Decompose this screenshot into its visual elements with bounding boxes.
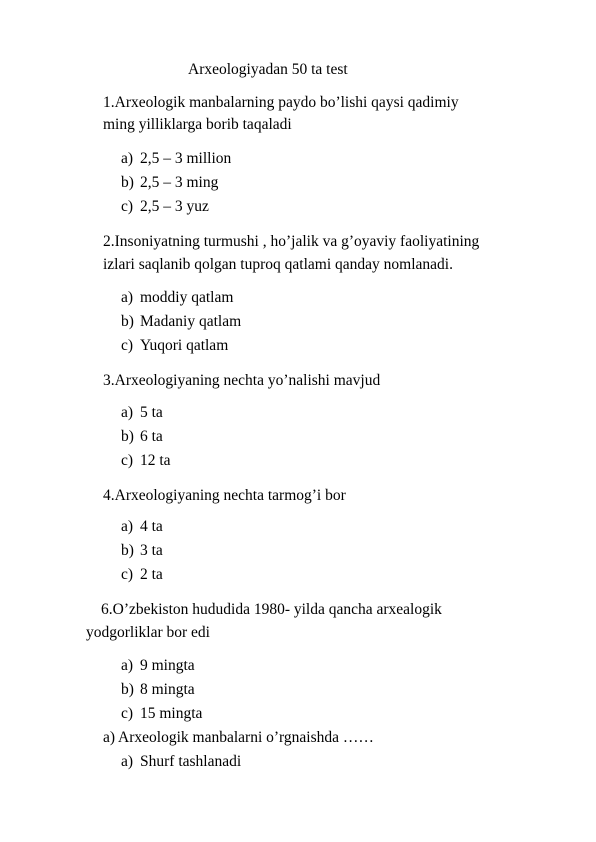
option-text: 3 ta (140, 542, 163, 559)
question-4-option-a (121, 517, 163, 537)
question-2-option-a (121, 288, 233, 308)
option-letter: c) (121, 452, 134, 469)
question-6-line-1: 6.O’zbekiston hududida 1980- yilda qancha arxealogik (101, 601, 442, 618)
option-text: 5 ta (140, 404, 163, 421)
option-text: 9 mingta (140, 657, 195, 674)
question-3-option-c (121, 451, 171, 471)
option-letter: b) (121, 681, 134, 698)
option-letter: b) (121, 428, 134, 445)
option-text: 15 mingta (140, 705, 203, 722)
question-2-line-1: 2.Insoniyatning turmushi , ho’jalik va g’oyaviy faoliyatining (103, 233, 480, 250)
question-2-option-c (121, 336, 228, 356)
option-letter: b) (121, 542, 134, 559)
option-text: 2,5 – 3 ming (140, 174, 219, 191)
option-letter: c) (121, 566, 134, 583)
option-letter: b) (121, 174, 134, 191)
question-6-line-2: yodgorliklar bor edi (86, 624, 210, 641)
option-text: Madaniy qatlam (140, 313, 242, 330)
option-text: moddiy qatlam (140, 289, 234, 306)
question-2-line-2: izlari saqlanib qolgan tuproq qatlami qanday nomlanadi. (103, 256, 453, 273)
option-letter: c) (121, 337, 134, 354)
option-letter: a) (121, 753, 134, 770)
option-text: 12 ta (140, 452, 171, 469)
option-letter: a) (121, 404, 134, 421)
question-1-option-b (121, 173, 218, 193)
option-letter: a) (121, 657, 134, 674)
option-letter: a) (121, 518, 134, 535)
option-text: Yuqori qatlam (140, 337, 229, 354)
option-text: 4 ta (140, 518, 163, 535)
question-3-line-1: 3.Arxeologiyaning nechta yo’nalishi mavjud (103, 372, 381, 389)
question-3-option-a (121, 403, 163, 423)
option-text: 2 ta (140, 566, 163, 583)
option-text: 2,5 – 3 yuz (140, 198, 209, 215)
question-4-line-1: 4.Arxeologiyaning nechta tarmog’i bor (103, 487, 346, 504)
option-letter: a) (121, 289, 134, 306)
question-4-option-b (121, 541, 163, 561)
question-4-option-c (121, 565, 163, 585)
question-7-option-a (121, 752, 241, 772)
question-2-option-b (121, 312, 241, 332)
question-6-option-a (121, 656, 195, 676)
option-letter: a) (121, 150, 134, 167)
question-1-option-c (121, 197, 209, 217)
page-title: Arxeologiyadan 50 ta test (188, 61, 348, 78)
question-6-option-b (121, 680, 195, 700)
option-letter: c) (121, 705, 134, 722)
question-1-option-a (121, 149, 231, 169)
question-6-option-c (121, 704, 202, 724)
option-letter: c) (121, 198, 134, 215)
question-7-line-1: a) Arxeologik manbalarni o’rgnaishda …… (103, 729, 374, 746)
option-text: 8 mingta (140, 681, 195, 698)
question-1-line-1: 1.Arxeologik manbalarning paydo bo’lishi qaysi qadimiy (103, 94, 459, 111)
option-text: 6 ta (140, 428, 163, 445)
question-1-line-2: ming yilliklarga borib taqaladi (103, 116, 292, 133)
question-3-option-b (121, 427, 163, 447)
option-text: Shurf tashlanadi (140, 753, 242, 770)
option-letter: b) (121, 313, 134, 330)
option-text: 2,5 – 3 million (140, 150, 232, 167)
